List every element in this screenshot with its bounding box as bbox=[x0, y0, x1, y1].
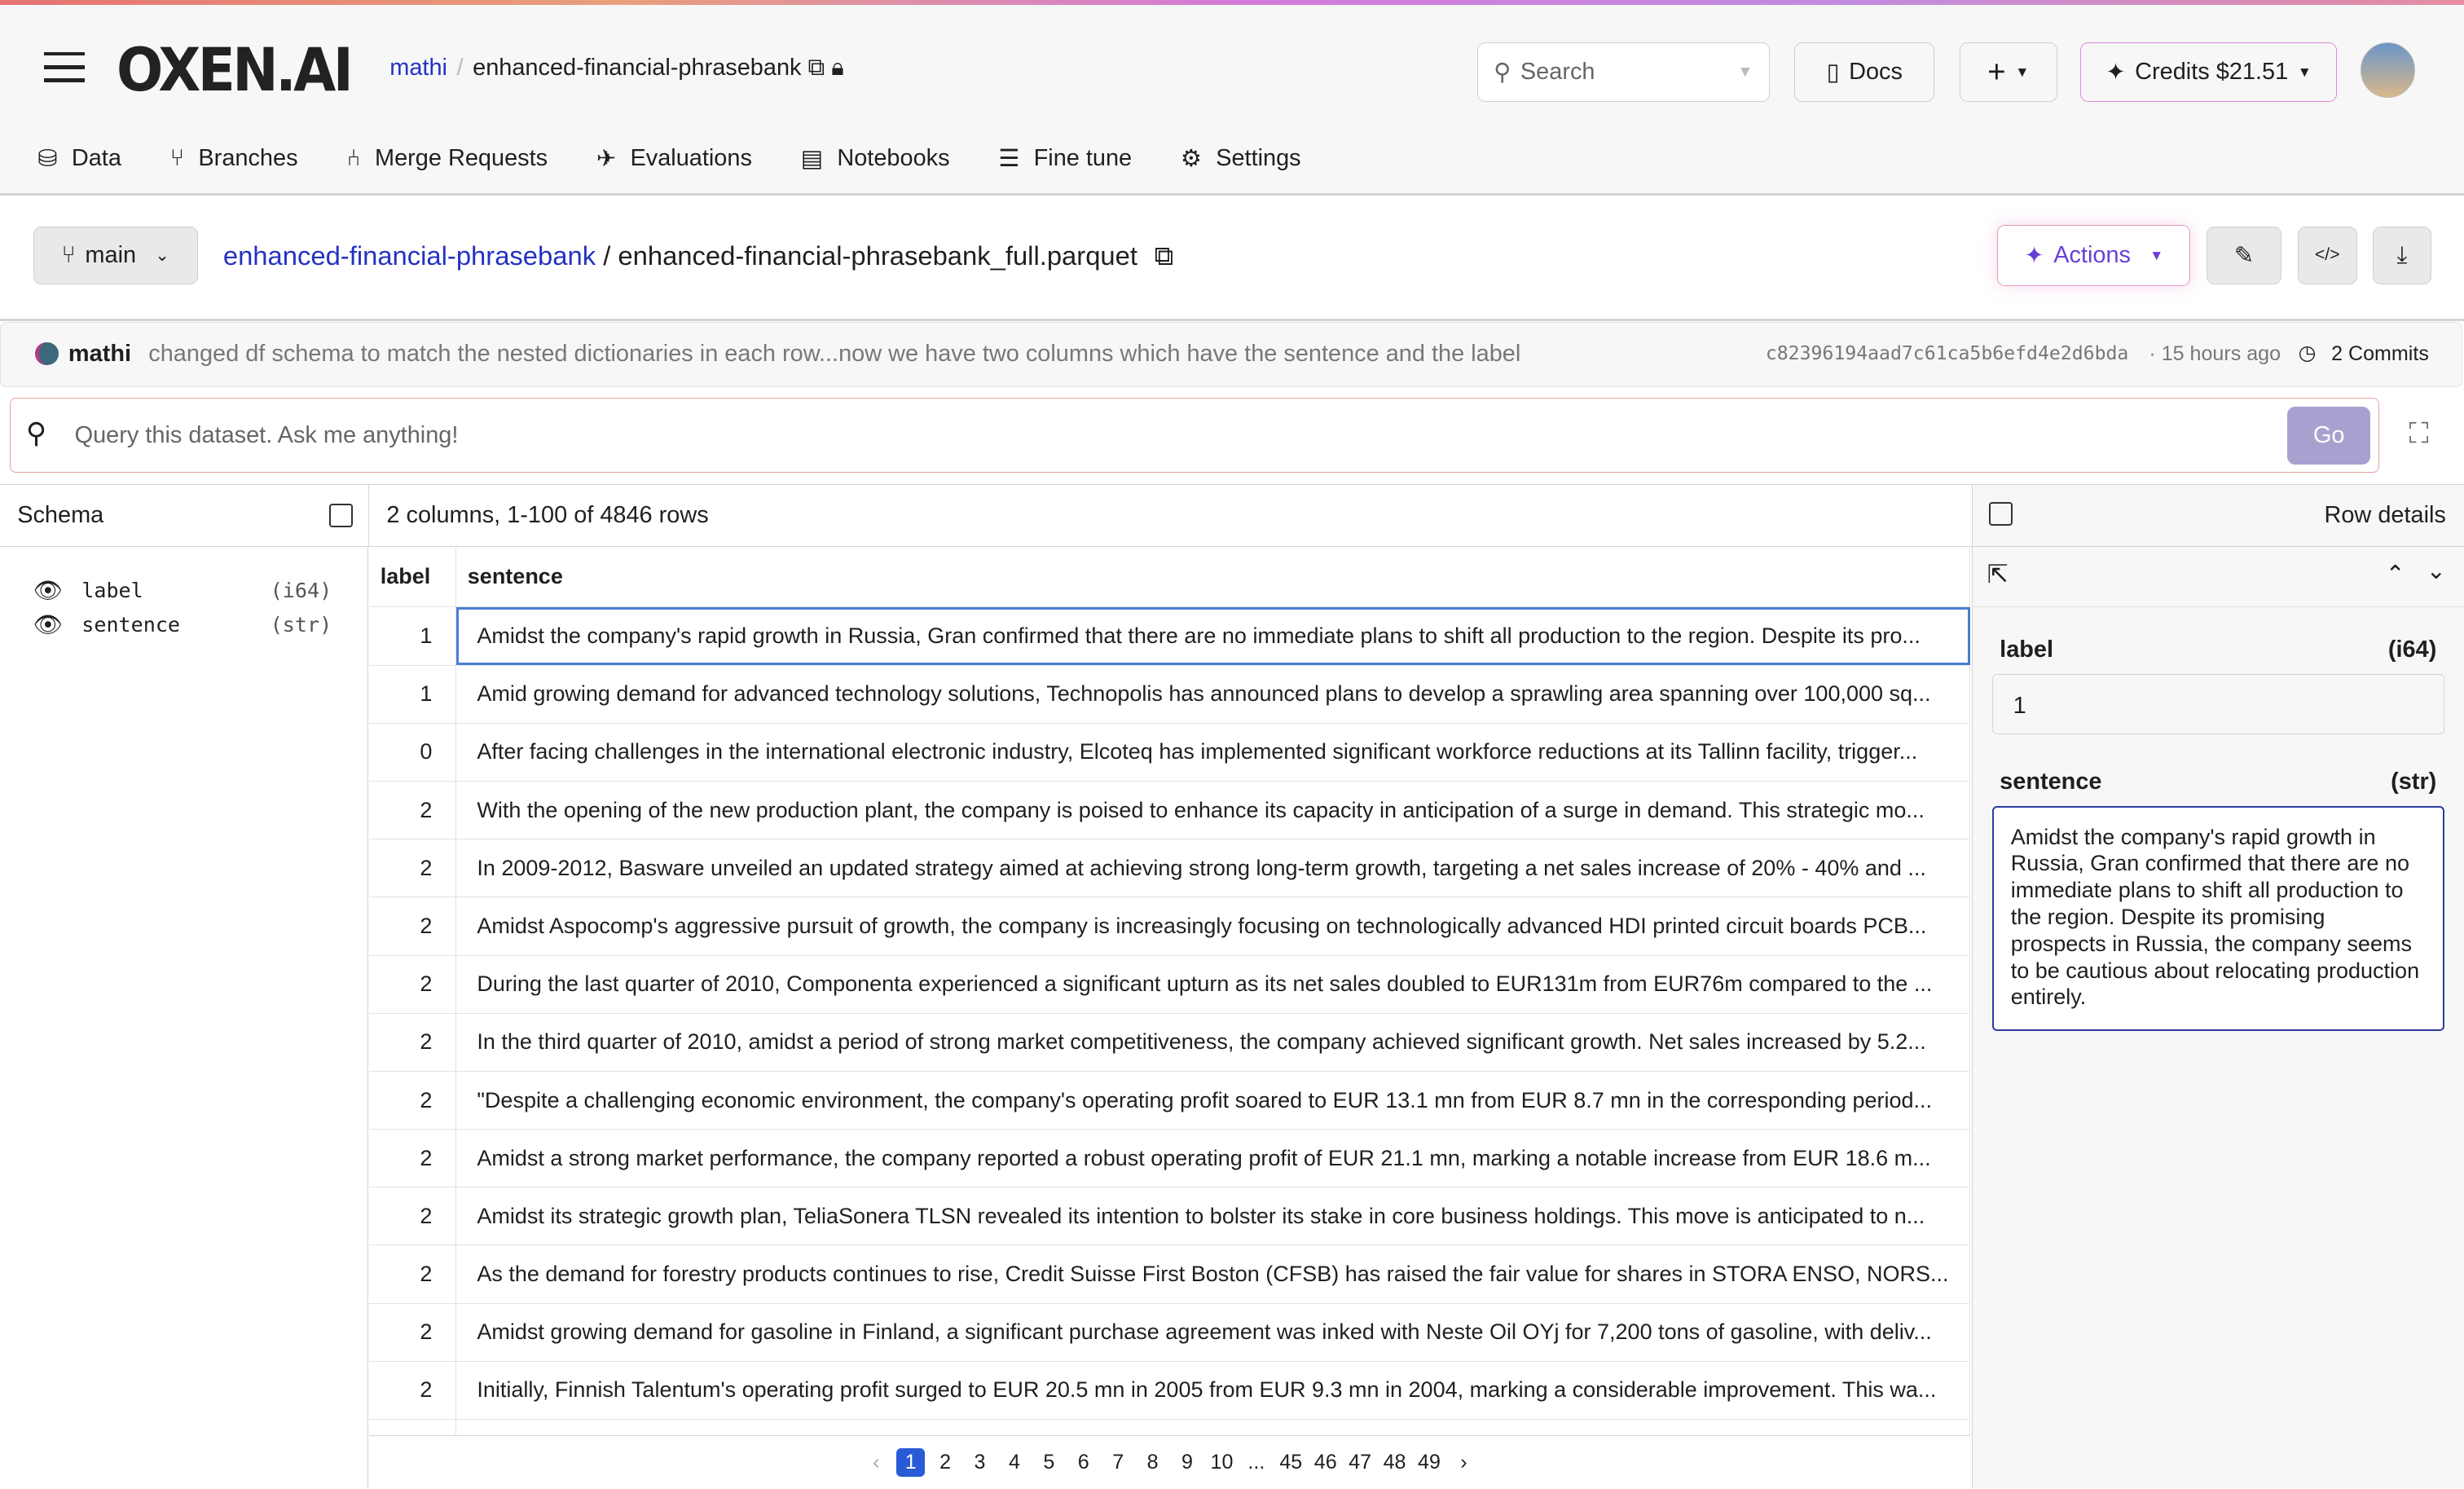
commits-link[interactable]: 2 Commits bbox=[2331, 341, 2429, 365]
search-icon: ⚲ bbox=[1494, 59, 1511, 86]
edit-button[interactable] bbox=[2207, 227, 2282, 284]
page-48[interactable]: 48 bbox=[1383, 1451, 1406, 1474]
caret-icon: ▼ bbox=[2297, 64, 2312, 81]
fullscreen-icon[interactable]: ⛶ bbox=[2409, 418, 2429, 449]
actions-button[interactable] bbox=[1997, 225, 2190, 286]
query-placeholder: Query this dataset. Ask me anything! bbox=[74, 421, 459, 448]
collapse-panel-icon[interactable] bbox=[329, 504, 353, 527]
schema-panel bbox=[0, 547, 368, 1488]
nav-label: Fine tune bbox=[1033, 145, 1133, 172]
file-name: enhanced-financial-phrasebank_full.parquet bbox=[618, 240, 1137, 271]
header bbox=[0, 5, 2464, 196]
repo-nav bbox=[37, 144, 1300, 173]
cell-sentence[interactable]: Amidst the company's rapid growth in Russia, Gran confirmed that there are no immediate plans to shift all production to the region. Despite its pro... bbox=[456, 607, 1970, 665]
pagination bbox=[369, 1435, 1970, 1489]
docs-button[interactable] bbox=[1794, 42, 1934, 102]
query-input[interactable] bbox=[10, 398, 2379, 474]
commit-author[interactable]: mathi bbox=[68, 340, 132, 367]
page-6[interactable]: 6 bbox=[1077, 1451, 1089, 1474]
code-icon: </> bbox=[2314, 245, 2340, 265]
field-type-sentence: (str) bbox=[2391, 769, 2437, 795]
credits-label: Credits $21.51 bbox=[2135, 59, 2289, 86]
column-header-sentence[interactable]: sentence bbox=[456, 547, 1970, 607]
schema-field[interactable] bbox=[0, 575, 367, 610]
sparkle-icon: ✦ bbox=[2024, 242, 2044, 269]
commit-time: · 15 hours ago bbox=[2149, 341, 2281, 365]
cell-label[interactable]: 2 bbox=[369, 781, 456, 839]
avatar[interactable] bbox=[2361, 42, 2416, 98]
copy-icon[interactable]: ⧉ bbox=[807, 55, 825, 81]
table-row[interactable] bbox=[369, 1130, 1970, 1187]
merge-icon: ⑃ bbox=[346, 145, 361, 172]
cell-sentence[interactable]: After facing challenges in the international electronic industry, Elcoteq has implemented significant workforce reductions at its Tallinn facility, trigger... bbox=[456, 723, 1970, 781]
actions-label: Actions bbox=[2053, 241, 2131, 268]
field-type: (i64) bbox=[270, 578, 332, 602]
cell-sentence[interactable]: "Despite a challenging economic environment, the company's operating profit soared to EUR 13.1 mn from EUR 8.7 mn in the corresponding period... bbox=[456, 1071, 1970, 1129]
chevron-down-icon: ⌄ bbox=[155, 245, 169, 265]
plus-icon: + bbox=[1987, 54, 2006, 90]
page-7[interactable]: 7 bbox=[1112, 1451, 1124, 1474]
history-icon: ◷ bbox=[2298, 341, 2317, 364]
field-name-label: label bbox=[2000, 637, 2054, 663]
cell-label[interactable]: 2 bbox=[369, 1013, 456, 1071]
search-icon: ⚲ bbox=[25, 418, 47, 450]
row-details-panel bbox=[1972, 484, 2464, 1488]
cell-sentence[interactable]: In 2009-2012, Basware unveiled an updated strategy aimed at achieving strong long-term growth, targeting a net sales increase of 20% - 40% and ... bbox=[456, 839, 1970, 897]
table-row[interactable] bbox=[369, 839, 1970, 897]
nav-item-notebooks[interactable] bbox=[801, 144, 950, 173]
eye-icon[interactable]: 👁︎ bbox=[33, 577, 64, 604]
cell-sentence[interactable]: Amid growing demand for advanced technology solutions, Technopolis has announced plans to develop a sprawling area spanning over 100,000 sq... bbox=[456, 665, 1970, 723]
download-button[interactable] bbox=[2373, 227, 2431, 284]
eye-icon[interactable]: 👁︎ bbox=[33, 612, 64, 639]
schema-field[interactable] bbox=[0, 610, 367, 644]
cell-sentence[interactable]: As the demand for forestry products continues to rise, Credit Suisse First Boston (CFSB) has raised the fair value for shares in STORA ENSO, NORS... bbox=[456, 1245, 1970, 1303]
file-path bbox=[223, 240, 1173, 272]
page-5[interactable]: 5 bbox=[1043, 1451, 1055, 1474]
nav-label: Branches bbox=[198, 145, 298, 172]
nav-item-evaluations[interactable] bbox=[596, 144, 752, 173]
column-header-label[interactable]: label bbox=[369, 547, 456, 607]
cell-label[interactable]: 2 bbox=[369, 1071, 456, 1129]
nav-label: Merge Requests bbox=[375, 145, 548, 172]
book-icon: ▯ bbox=[1826, 59, 1840, 86]
branch-icon: ⑂ bbox=[169, 145, 185, 172]
next-page-icon[interactable]: › bbox=[1460, 1451, 1467, 1474]
table-row[interactable] bbox=[369, 1420, 1970, 1435]
cell-sentence[interactable]: In the third quarter of 2010, amidst a period of strong market competitiveness, the company achieved significant growth. Net sales increased by 5.2... bbox=[456, 1013, 1970, 1071]
nav-item-data[interactable] bbox=[37, 144, 121, 173]
cell-label[interactable]: 1 bbox=[369, 665, 456, 723]
branch-label: main bbox=[85, 241, 137, 268]
new-button[interactable] bbox=[1960, 42, 2057, 102]
cell-label[interactable]: 2 bbox=[369, 1245, 456, 1303]
commit-bar bbox=[0, 322, 2462, 386]
cell-label[interactable]: 2 bbox=[369, 839, 456, 897]
cell-sentence[interactable] bbox=[456, 1420, 1970, 1435]
page-47[interactable]: 47 bbox=[1349, 1451, 1372, 1474]
repo-name[interactable]: enhanced-financial-phrasebank bbox=[473, 55, 802, 81]
table-row[interactable] bbox=[369, 1361, 1970, 1419]
sliders-icon: ☰ bbox=[998, 146, 1020, 173]
code-button[interactable] bbox=[2298, 227, 2357, 284]
data-table bbox=[369, 547, 1970, 1435]
nav-item-merge-requests[interactable] bbox=[346, 144, 548, 173]
author-avatar bbox=[35, 342, 59, 366]
cell-label[interactable]: 2 bbox=[369, 1187, 456, 1245]
table-summary-bar bbox=[369, 484, 1972, 547]
table-row[interactable] bbox=[369, 955, 1970, 1013]
cell-sentence[interactable]: With the opening of the new production plant, the company is poised to enhance its capacity in anticipation of a surge in demand. This strategic mo... bbox=[456, 781, 1970, 839]
schema-header bbox=[0, 484, 369, 547]
page-46[interactable]: 46 bbox=[1313, 1451, 1337, 1474]
cell-sentence[interactable]: Amidst its strategic growth plan, TeliaSonera TLSN revealed its intention to bolster its stake in core business holdings. This move is anticipated to n... bbox=[456, 1187, 1970, 1245]
docs-label: Docs bbox=[1849, 59, 1903, 86]
pencil-icon: ✎ bbox=[2233, 242, 2255, 269]
commit-message: changed df schema to match the nested dictionaries in each row...now we have two columns which have the sentence and the label bbox=[148, 340, 1521, 367]
go-button[interactable] bbox=[2287, 407, 2370, 465]
cell-sentence[interactable]: Amidst a strong market performance, the company reported a robust operating profit of EUR 21.1 mn, marking a notable increase from EUR 18.6 m... bbox=[456, 1130, 1970, 1187]
cell-sentence[interactable]: During the last quarter of 2010, Componenta experienced a significant upturn as its net sales doubled to EUR131m from EUR76m compared to the ... bbox=[456, 955, 1970, 1013]
breadcrumb: mathi / enhanced-financial-phrasebank ⧉ 🔒︎ bbox=[389, 55, 844, 81]
page-9[interactable]: 9 bbox=[1181, 1451, 1193, 1474]
cell-sentence[interactable]: Amidst growing demand for gasoline in Finland, a significant purchase agreement was inked with Neste Oil OYj for 7,200 tons of gasoline, with deliv... bbox=[456, 1303, 1970, 1361]
table-row[interactable] bbox=[369, 665, 1970, 723]
prev-page-icon[interactable]: ‹ bbox=[873, 1451, 880, 1474]
cell-label[interactable]: 2 bbox=[369, 1130, 456, 1187]
branch-select[interactable] bbox=[33, 227, 199, 284]
expand-icon[interactable]: ⇱ bbox=[1987, 559, 2009, 588]
table-row[interactable] bbox=[369, 1245, 1970, 1303]
page-1[interactable]: 1 bbox=[896, 1448, 925, 1477]
field-type: (str) bbox=[270, 613, 332, 637]
cell-label[interactable]: 2 bbox=[369, 1361, 456, 1419]
commit-hash[interactable]: c82396194aad7c61ca5b6efd4e2d6bda bbox=[1765, 343, 2129, 365]
table-row[interactable] bbox=[369, 897, 1970, 955]
lock-icon: 🔒︎ bbox=[831, 55, 844, 81]
page-49[interactable]: 49 bbox=[1418, 1451, 1441, 1474]
field-name-sentence: sentence bbox=[2000, 769, 2102, 795]
cell-sentence[interactable]: Initially, Finnish Talentum's operating profit surged to EUR 20.5 mn in 2005 from EUR 9.3 mn in 2004, marking a considerable improvement. This wa... bbox=[456, 1361, 1970, 1419]
search-placeholder: Search bbox=[1520, 59, 1595, 86]
nav-item-fine-tune[interactable] bbox=[998, 144, 1132, 173]
logo[interactable]: OXEN.AI bbox=[116, 36, 351, 106]
gear-icon: ⚙ bbox=[1180, 146, 1202, 173]
page-10[interactable]: 10 bbox=[1210, 1451, 1234, 1474]
cell-label[interactable] bbox=[369, 1420, 456, 1435]
nav-label: Evaluations bbox=[630, 145, 752, 172]
credits-button[interactable] bbox=[2080, 42, 2336, 102]
nav-item-settings[interactable] bbox=[1181, 144, 1301, 173]
table-summary: 2 columns, 1-100 of 4846 rows bbox=[386, 502, 709, 529]
database-icon: ⛁ bbox=[37, 146, 58, 173]
caret-icon: ▼ bbox=[2149, 246, 2164, 263]
sentence-value-field[interactable]: Amidst the company's rapid growth in Russia, Gran confirmed that there are no immediate plans to shift all production to the region. Despite its promising prospects in Russia, the company seems to be cautious about relocating production entirely. bbox=[1992, 806, 2444, 1031]
collapse-panel-icon[interactable] bbox=[1989, 502, 2013, 526]
page-3[interactable]: 3 bbox=[974, 1451, 986, 1474]
rocket-icon: ✈ bbox=[596, 146, 617, 173]
cell-label[interactable]: 1 bbox=[369, 607, 456, 665]
table-row[interactable] bbox=[369, 1303, 1970, 1361]
row-details-title: Row details bbox=[2324, 502, 2446, 529]
label-value-field[interactable]: 1 bbox=[1992, 674, 2444, 733]
nav-item-branches[interactable] bbox=[170, 144, 298, 173]
owner-link[interactable]: mathi bbox=[389, 55, 447, 81]
sparkle-icon: ✦ bbox=[2105, 59, 2126, 86]
cell-label[interactable]: 2 bbox=[369, 955, 456, 1013]
table-row[interactable] bbox=[369, 723, 1970, 781]
nav-label: Notebooks bbox=[837, 145, 950, 172]
menu-icon[interactable] bbox=[44, 52, 85, 84]
cell-sentence[interactable]: Amidst Aspocomp's aggressive pursuit of growth, the company is increasingly focusing on technologically advanced HDI printed circuit boards PCB... bbox=[456, 897, 1970, 955]
schema-title: Schema bbox=[17, 502, 104, 529]
notebook-icon: ▤ bbox=[800, 146, 824, 173]
copy-icon[interactable]: ⧉ bbox=[1154, 240, 1174, 271]
page-8[interactable]: 8 bbox=[1146, 1451, 1159, 1474]
download-icon: ⤓ bbox=[2396, 241, 2408, 268]
table-row[interactable] bbox=[369, 1013, 1970, 1071]
search-input[interactable] bbox=[1477, 42, 1770, 102]
field-type-label: (i64) bbox=[2387, 637, 2437, 663]
cell-label[interactable]: 2 bbox=[369, 1303, 456, 1361]
repo-link[interactable]: enhanced-financial-phrasebank bbox=[222, 240, 596, 271]
page-ellipsis: ... bbox=[1247, 1451, 1265, 1474]
path-separator: / bbox=[603, 240, 611, 271]
chevron-up-icon[interactable]: ⌃ bbox=[2385, 561, 2405, 588]
caret-icon: ▼ bbox=[2015, 64, 2030, 81]
table-row[interactable] bbox=[369, 1187, 1970, 1245]
table-row[interactable] bbox=[369, 1071, 1970, 1129]
branch-icon: ⑂ bbox=[61, 241, 76, 268]
cell-label[interactable]: 0 bbox=[369, 723, 456, 781]
field-name: label bbox=[81, 578, 143, 602]
cell-label[interactable]: 2 bbox=[369, 897, 456, 955]
table-row[interactable] bbox=[369, 607, 1970, 665]
page-4[interactable]: 4 bbox=[1008, 1451, 1020, 1474]
go-label: Go bbox=[2312, 421, 2345, 448]
chevron-down-icon[interactable]: ⌄ bbox=[2426, 557, 2446, 584]
field-name: sentence bbox=[81, 613, 180, 637]
page-2[interactable]: 2 bbox=[939, 1451, 952, 1474]
file-toolbar bbox=[0, 196, 2464, 321]
nav-label: Settings bbox=[1216, 145, 1301, 172]
nav-label: Data bbox=[71, 145, 121, 172]
table-row[interactable] bbox=[369, 781, 1970, 839]
chevron-down-icon: ▼ bbox=[1737, 63, 1753, 81]
page-45[interactable]: 45 bbox=[1279, 1451, 1303, 1474]
